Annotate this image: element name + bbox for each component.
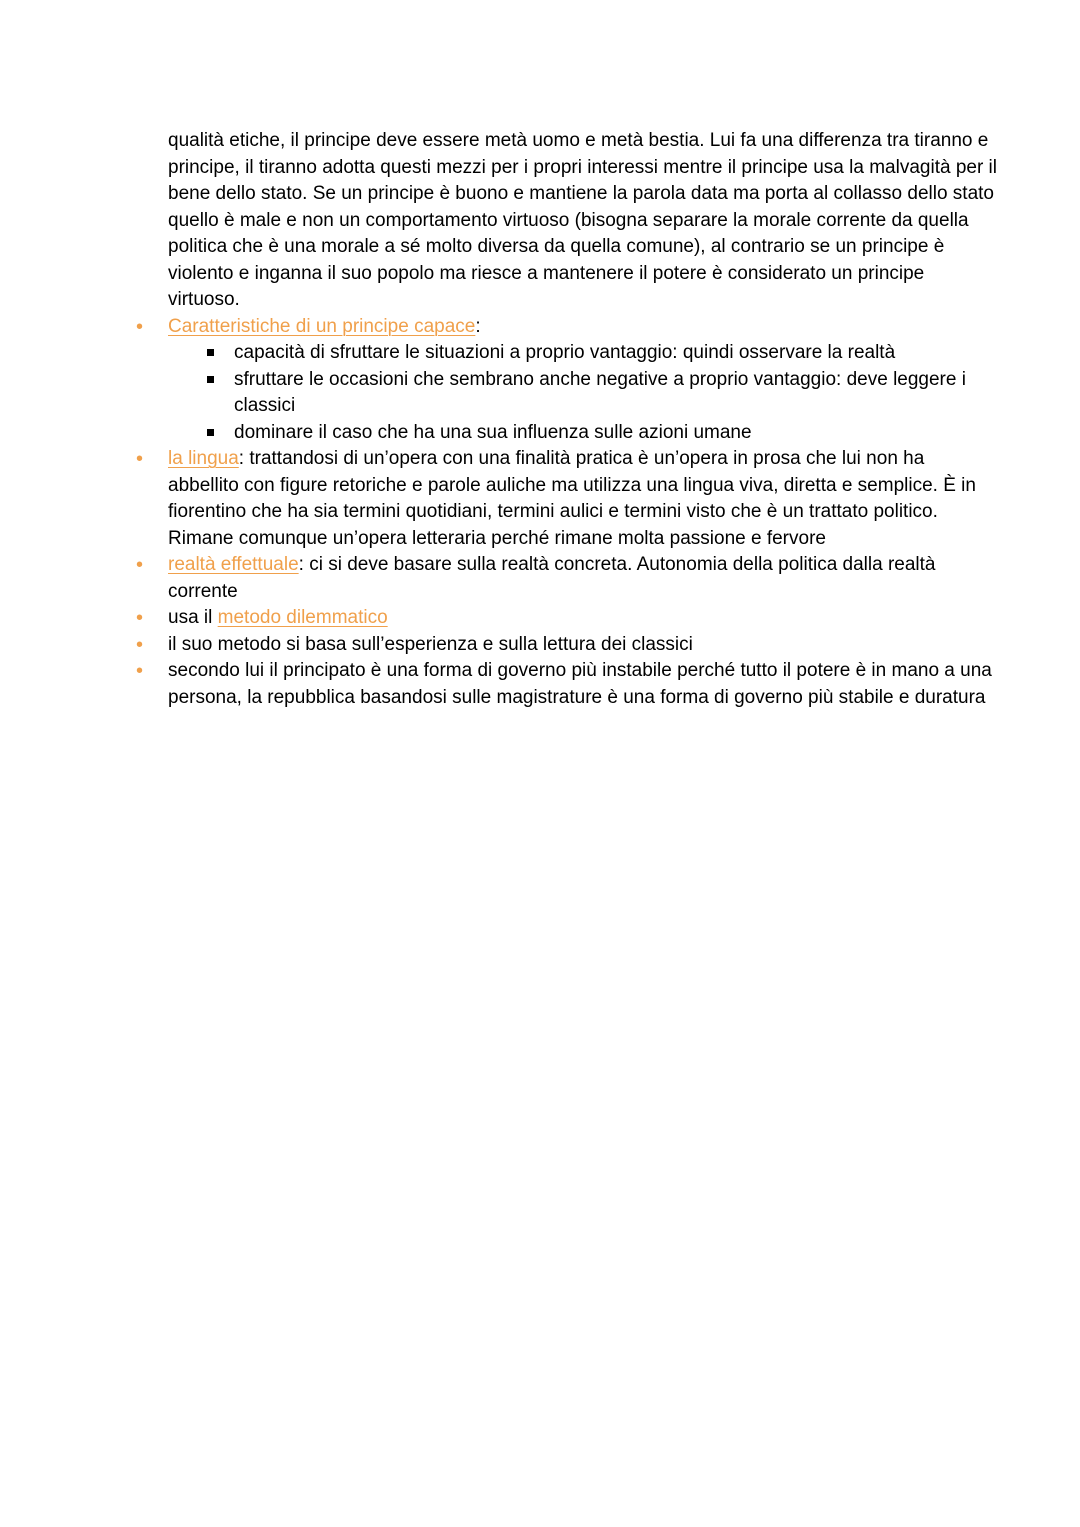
bullet-dot-icon: • <box>136 315 144 338</box>
square-bullet-icon <box>207 349 214 356</box>
sub-item <box>234 340 998 367</box>
square-bullet-icon <box>207 429 214 436</box>
bullet-item-caratteristiche <box>136 314 998 447</box>
sub-item-text: dominare il caso che ha una sua influenza sulle azioni umane <box>234 421 752 443</box>
bullet-item-principato <box>136 658 998 711</box>
link-la-lingua[interactable]: la lingua <box>168 448 239 469</box>
bullet-text: : ci si deve basare sulla realtà concreta. Autonomia della politica dalla realtà corrente <box>168 554 936 602</box>
bullet-text: : trattandosi di un’opera con una finalità pratica è un’opera in prosa che lui non ha abbellito con figure retoriche e parole auliche ma utilizza una lingua viva, diretta e semplice. È in fiorentino che ha sia termini quotidiani, termini aulici e termini visto che è un trattato politico. Rimane comunque un’opera letteraria perché rimane molta passione e fervore <box>168 448 976 549</box>
link-realta-effettuale[interactable]: realtà effettuale <box>168 554 299 575</box>
bullet-text: : <box>475 315 481 337</box>
square-bullet-icon <box>207 376 214 383</box>
intro-paragraph: qualità etiche, il principe deve essere metà uomo e metà bestia. Lui fa una differenza tra tiranno e principe, il tiranno adotta questi mezzi per i propri interessi mentre il principe usa la malvagità per il bene dello stato. Se un principe è buono e mantiene la parola data ma porta al collasso dello stato quello è male e non un comportamento virtuoso (bisogna separare la morale corrente da quella politica che è una morale a sé molto diversa da quella comune), al contrario se un principe è violento e inganna il suo popolo ma riesce a mantenere il potere è considerato un principe virtuoso. <box>168 130 997 310</box>
sub-item <box>234 420 998 447</box>
bullet-item-realta <box>136 552 998 605</box>
sub-item-text: sfruttare le occasioni che sembrano anche negative a proprio vantaggio: deve leggere i classici <box>234 368 966 416</box>
sub-item-text: capacità di sfruttare le situazioni a proprio vantaggio: quindi osservare la realtà <box>234 342 896 363</box>
bullet-dot-icon: • <box>136 660 144 682</box>
bullet-dot-icon: • <box>136 448 144 470</box>
bullet-dot-icon: • <box>136 607 144 629</box>
bullet-item-esperienza <box>136 632 998 659</box>
bullet-text: il suo metodo si basa sull’esperienza e sulla lettura dei classici <box>168 633 693 655</box>
bullet-dot-icon: • <box>136 554 144 576</box>
bullet-prefix: usa il <box>168 607 218 628</box>
bullet-item-lingua <box>136 446 998 552</box>
notes-content <box>136 128 998 711</box>
link-caratteristiche[interactable]: Caratteristiche di un principe capace <box>168 315 476 337</box>
bullet-item-metodo <box>136 605 998 632</box>
sublist-caratteristiche <box>168 340 998 446</box>
sub-item <box>234 367 998 420</box>
link-metodo-dilemmatico[interactable]: metodo dilemmatico <box>217 607 388 628</box>
bullet-text: secondo lui il principato è una forma di governo più instabile perché tutto il potere è in mano a una persona, la repubblica basandosi sulle magistrature è una forma di governo più stabile e duratura <box>168 660 992 708</box>
bullet-dot-icon: • <box>136 633 144 656</box>
